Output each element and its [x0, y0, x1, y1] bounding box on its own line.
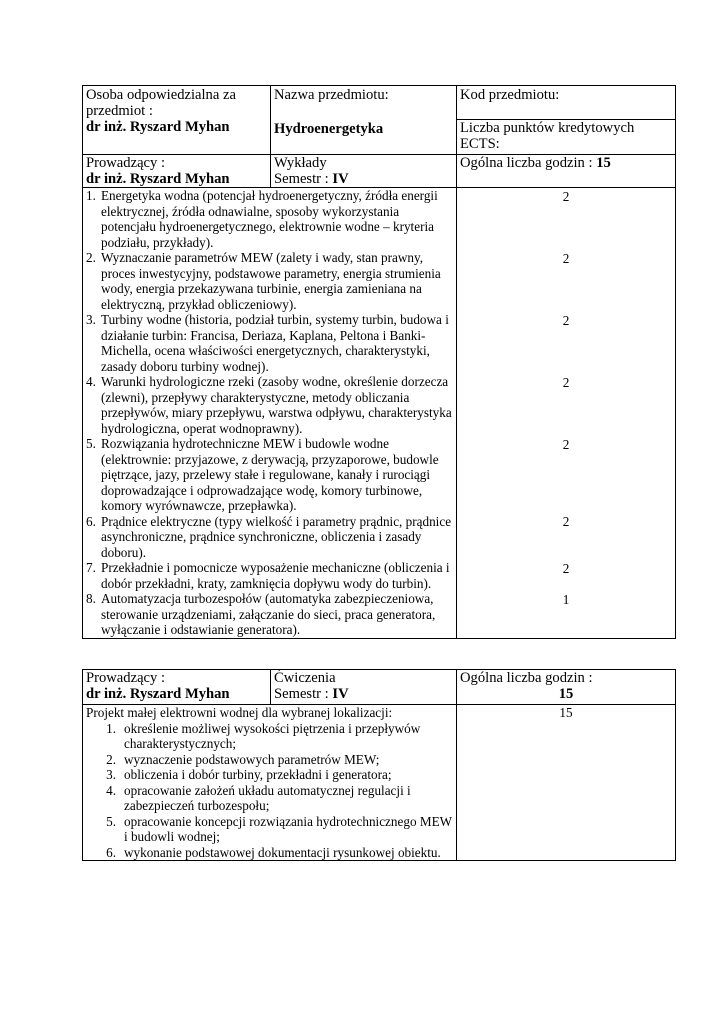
lecturer-name: dr inż. Ryszard Myhan — [86, 171, 230, 187]
ex-topic-text: wykonanie podstawowej dokumentacji rysunkowej obiektu. — [124, 844, 441, 860]
lecture-topic-hours: 2 — [562, 188, 570, 204]
lecture-topic-item — [86, 591, 453, 638]
lecture-topic-number: 7. — [86, 560, 96, 575]
lecture-topic-text: Warunki hydrologiczne rzeki (zasoby wodne, określenie dorzecza (zlewni), przepływy charakterystyczne, metody obliczania przepływów, miary przepływu, warstwa odpływu, charakterystyka hydrologiczna, operat wodnoprawny). — [101, 374, 452, 436]
lecture-topic-number: 6. — [86, 513, 96, 529]
ex-hours-label: Ogólna liczba godzin : — [460, 670, 593, 686]
lecture-topic-hours: 1 — [562, 591, 570, 607]
code-label: Kod przedmiotu: — [460, 87, 560, 103]
exercises-table — [82, 669, 676, 861]
ex-form-label: Ćwiczenia — [274, 670, 336, 686]
ex-topic-text: opracowanie koncepcji rozwiązania hydrotechnicznego MEW i budowli wodnej; — [124, 813, 452, 844]
ects-label: Liczba punktów kredytowych ECTS: — [460, 120, 635, 152]
ex-topic-item — [86, 752, 453, 768]
form-cell — [271, 155, 457, 188]
ex-intro: Projekt małej elektrowni wodnej dla wybranej lokalizacji: — [86, 705, 393, 720]
ex-topic-number: 6. — [106, 844, 116, 860]
ex-topics-list — [86, 721, 453, 861]
lecture-topic-item — [86, 514, 453, 561]
hours-cell — [457, 155, 676, 188]
lecture-topic-item — [86, 560, 453, 591]
lecture-topic-hours: 2 — [562, 312, 570, 328]
lecture-topic-text: Automatyzacja turbozespołów (automatyka zabezpieczeniowa, sterowanie urządzeniami, załączanie do sieci, praca generatora, wyłączanie i odstawianie generatora). — [101, 591, 436, 637]
code-cell — [457, 86, 676, 120]
lecture-topic-hours: 2 — [562, 374, 570, 390]
ex-topic-text: wyznaczenie podstawowych parametrów MEW; — [124, 751, 380, 767]
ects-cell — [457, 120, 676, 155]
ex-form-cell — [271, 670, 457, 705]
subject-cell — [271, 86, 457, 155]
lecture-topic-number: 1. — [86, 188, 96, 203]
lecture-topic-hours: 2 — [562, 436, 570, 452]
ex-lecturer-name: dr inż. Ryszard Myhan — [86, 686, 230, 702]
ex-topic-text: obliczenia i dobór turbiny, przekładni i generatora; — [124, 767, 392, 782]
hours-label: Ogólna liczba godzin : — [460, 155, 593, 171]
lecture-topic-number: 2. — [86, 250, 96, 265]
lecture-topic-hours: 2 — [562, 560, 570, 576]
ex-topic-item — [86, 814, 453, 845]
ex-hours-cell — [457, 670, 676, 705]
subject-label: Nazwa przedmiotu: — [274, 87, 389, 103]
lecture-topic-item — [86, 374, 453, 436]
ex-topic-item — [86, 845, 453, 861]
lecture-hours-cell — [457, 188, 676, 639]
lecture-topic-text: Energetyka wodna (potencjał hydroenergetyczny, źródła energii elektrycznej, źródła odnawialne, sposoby wykorzystania potencjału hydroenergetycznego, elektrownie wodne – kryteria podziału, przykłady). — [101, 188, 438, 250]
form-label: Wykłady — [274, 155, 327, 171]
ex-lecturer-cell — [83, 670, 271, 705]
lecture-topic-hours: 2 — [562, 514, 570, 529]
hours-value: 15 — [596, 155, 611, 171]
ex-topic-text: opracowanie założeń układu automatycznej regulacji i zabezpieczeń turbozespołu; — [124, 782, 411, 813]
ex-semester-value: IV — [332, 686, 349, 702]
ex-topic-number: 5. — [106, 813, 116, 829]
lecture-topic-text: Rozwiązania hydrotechniczne MEW i budowle wodne (elektrownie: przyjazowe, z derywacją, przyzaporowe, budowle piętrzące, jazy, przelewy stałe i regulowane, kanały i rurociągi doprowadzające i odprowadzające wodę, komory turbinowe, komory wyrównawcze, przepławka). — [101, 436, 439, 513]
semester-label: Semestr : — [274, 171, 329, 187]
lectures-table — [82, 85, 676, 639]
lecture-topic-text: Wyznaczanie parametrów MEW (zalety i wady, stan prawny, proces inwestycyjny, podstawowe parametry, energia strumienia wody, energia przekazywana turbinie, energia zamieniana na elektryczną, przykład obliczeniowy). — [101, 250, 441, 312]
ex-topic-number: 1. — [106, 720, 116, 736]
ex-topic-text: określenie możliwej wysokości piętrzenia i przepływów charakterystycznych; — [124, 720, 421, 751]
ex-topic-number: 3. — [106, 767, 116, 782]
lecture-topic-item — [86, 188, 453, 250]
lecture-topic-item — [86, 436, 453, 514]
responsible-cell — [83, 86, 271, 155]
subject-name: Hydroenergetyka — [274, 121, 384, 137]
lecture-topic-number: 5. — [86, 436, 96, 451]
ex-hours-value: 15 — [558, 686, 574, 702]
lecturer-cell — [83, 155, 271, 188]
ex-topic-number: 2. — [106, 751, 116, 767]
ex-semester-label: Semestr : — [274, 686, 329, 702]
lecture-topic-number: 8. — [86, 591, 96, 606]
lecture-topics-list — [86, 188, 453, 638]
lecture-topic-number: 4. — [86, 374, 96, 389]
ex-topic-item — [86, 783, 453, 814]
lecturer-label: Prowadzący : — [86, 155, 166, 171]
ex-topic-item — [86, 721, 453, 752]
responsible-label: Osoba odpowiedzialna za przedmiot : — [86, 87, 236, 119]
ex-total-hours: 15 — [559, 705, 573, 720]
ex-topic-number: 4. — [106, 782, 116, 798]
ex-topics-cell — [83, 705, 457, 861]
semester-value: IV — [332, 171, 349, 187]
lecture-topic-number: 3. — [86, 312, 96, 327]
lecture-topic-text: Prądnice elektryczne (typy wielkość i parametry prądnic, prądnice asynchroniczne, prądnice synchroniczne, obliczenia i zasady doboru). — [101, 513, 452, 560]
lecture-topic-text: Turbiny wodne (historia, podział turbin, systemy turbin, budowa i działanie turbin: Francisa, Deriaza, Kaplana, Peltona i Banki-Michella, ocena właściwości energetycznych, charakterystyki, zasady doboru turbiny wodnej). — [101, 312, 449, 374]
lecture-topic-item — [86, 250, 453, 312]
lecture-topic-item — [86, 312, 453, 374]
lecture-topic-hours: 2 — [562, 250, 570, 266]
ex-lecturer-label: Prowadzący : — [86, 670, 166, 686]
ex-topic-item — [86, 767, 453, 783]
lecture-topic-text: Przekładnie i pomocnicze wyposażenie mechaniczne (obliczenia i dobór przekładni, kraty, zamknięcia dopływu wody do turbin). — [101, 560, 450, 591]
lecture-topics-cell — [83, 188, 457, 639]
ex-total-hours-cell — [457, 705, 676, 861]
responsible-name: dr inż. Ryszard Myhan — [86, 119, 230, 135]
